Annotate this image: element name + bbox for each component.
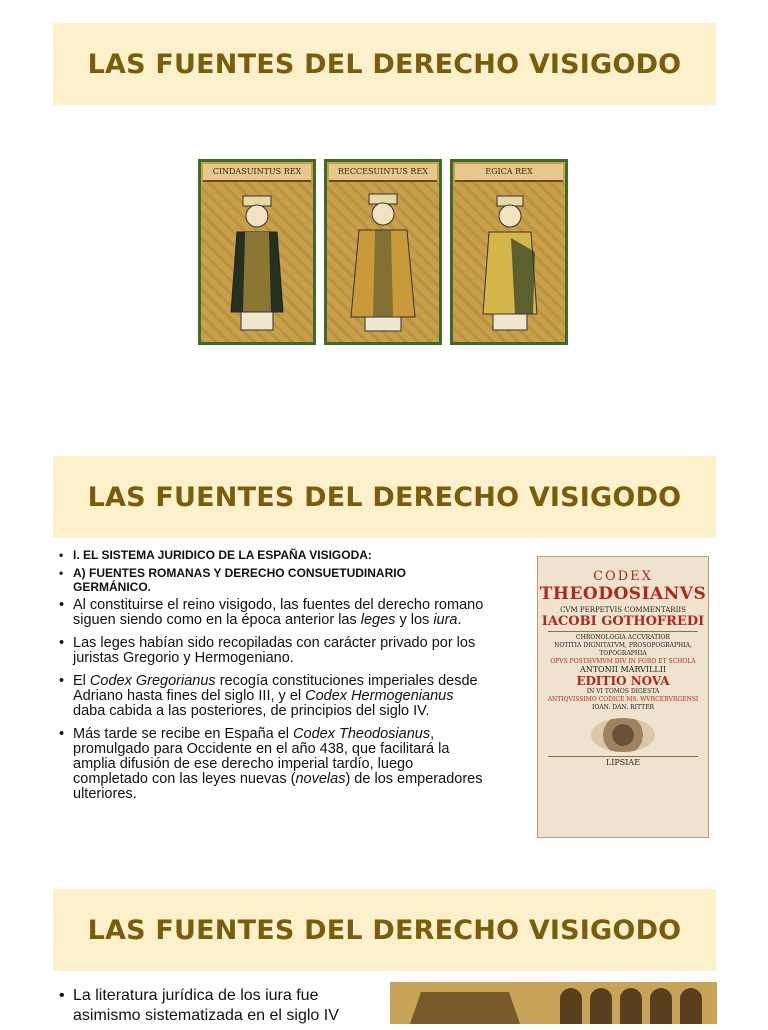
list-item: • Más tarde se recibe en España el Codex Theodosianus, promulgado para Occidente en el año 438, que facilitará la amplia difusión de ese derecho imperial tardío, luego completado con las leyes nuevas (novelas) de los emperadores ulteriores. xyxy=(57,727,487,802)
slide3-title-banner xyxy=(53,889,716,971)
king-figure-icon xyxy=(201,182,313,342)
slide2-bullet-list xyxy=(57,548,487,806)
king-label: RECCESUINTUS REX xyxy=(329,164,437,182)
king-figure-icon xyxy=(453,182,565,342)
codex-theodosianus-title-page: CODEX THEODOSIANVS CVM PERPETVIS COMMENTARIIS IACOBI GOTHOFREDI CHRONOLOGIA ACCVRATIOR NOTITIA DIGNITATVM, PROSOPOGRAPHIA, TOPOGRAPHIA OPVS POSTHVMVM DIV IN FORO ET SCHOLA ANTONII MARVILLII EDITIO NOVA IN VI TOMOS DIGESTA ANTIQVISSIMO CODICE MS. WVRCEBVRGENSI IOAN. DAN. RITTER LIPSIAE xyxy=(537,556,709,838)
manuscript-illustration xyxy=(390,982,717,1024)
king-panel-chindasvinto xyxy=(198,159,316,345)
slide3-bullet-list xyxy=(57,986,377,1030)
king-panel-egica xyxy=(450,159,568,345)
slide3-title: LAS FUENTES DEL DERECHO VISIGODO xyxy=(87,914,682,946)
slide2-title: LAS FUENTES DEL DERECHO VISIGODO xyxy=(87,481,682,513)
slide2-title-banner xyxy=(53,456,716,538)
list-item: • A) FUENTES ROMANAS Y DERECHO CONSUETUDINARIO GERMÁNICO. xyxy=(57,566,487,594)
list-item: • Al constituirse el reino visigodo, las fuentes del derecho romano siguen siendo como en la época anterior las leges y los iura. xyxy=(57,598,487,628)
printer-emblem-icon xyxy=(591,718,655,752)
list-item: • Las leges habían sido recopiladas con carácter privado por los juristas Gregorio y Hermogeniano. xyxy=(57,636,487,666)
list-item: • El Codex Gregorianus recogía constituciones imperiales desde Adriano hasta fines del siglo III, y el Codex Hermogenianus daba cabida a las posteriores, de principios del siglo IV. xyxy=(57,674,487,719)
slide1-title-banner xyxy=(53,23,716,105)
king-figure-icon xyxy=(327,182,439,342)
king-panel-recesvinto xyxy=(324,159,442,345)
list-item: • La literatura jurídica de los iura fue asimismo sistematizada en el siglo IV xyxy=(57,986,377,1026)
king-label: CINDASUINTUS REX xyxy=(203,164,311,182)
king-label: EGICA REX xyxy=(455,164,563,182)
list-item: • I. EL SISTEMA JURIDICO DE LA ESPAÑA VISIGODA: xyxy=(57,548,487,562)
slide1-title: LAS FUENTES DEL DERECHO VISIGODO xyxy=(87,48,682,80)
